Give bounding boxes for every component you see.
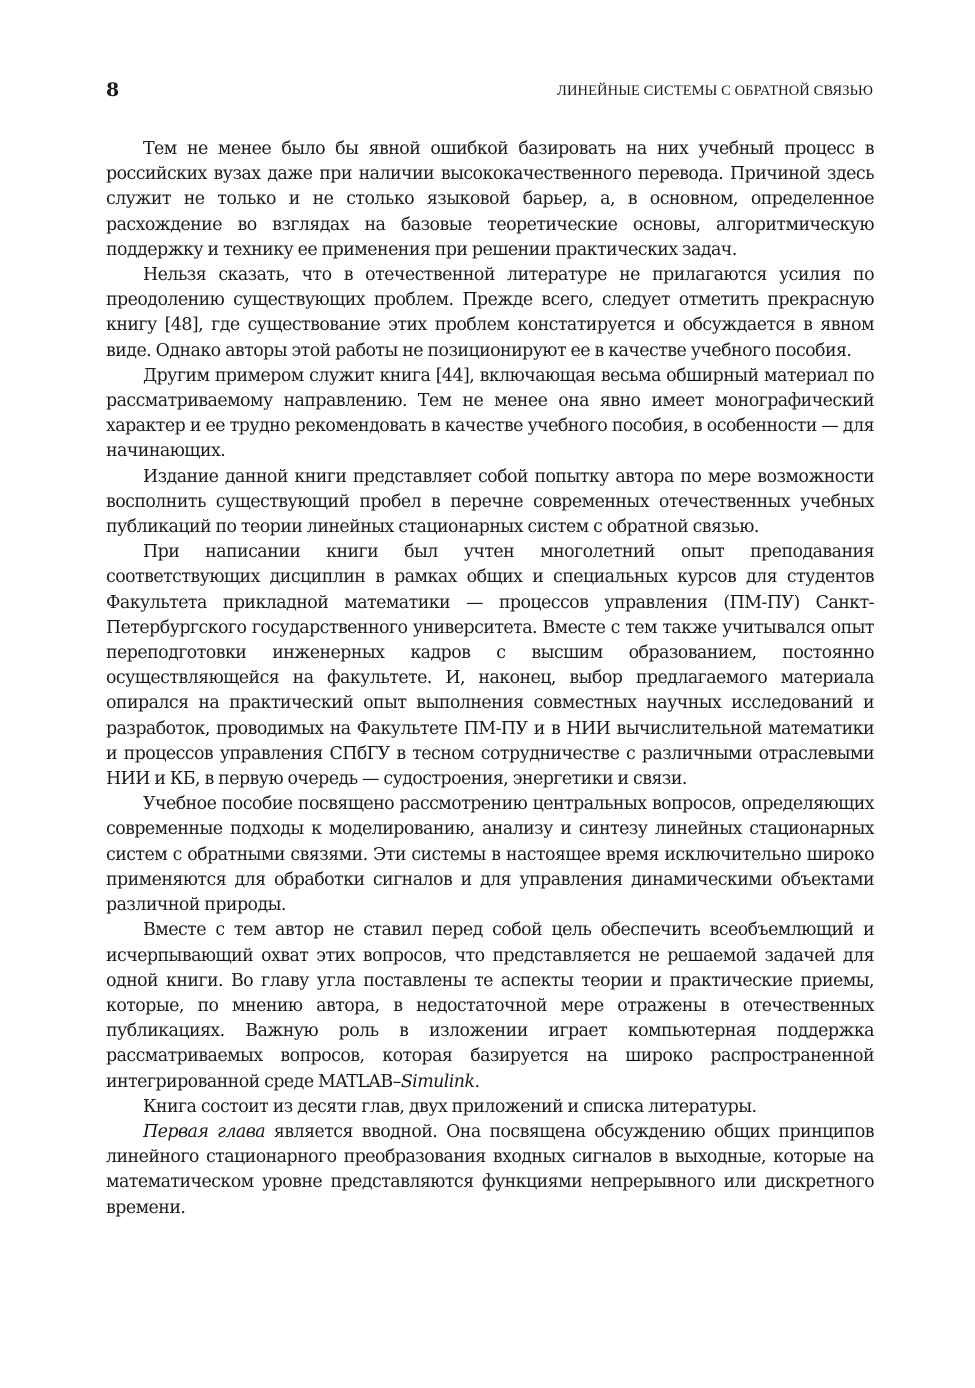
paragraph-3: Другим примером служит книга [44], включающая весьма обширный материал по рассматриваемому направлению. Тем не менее она явно имеет монографический характер и ее трудно рекомендовать в качестве учебного пособия, в особенности — для начинающих.: [106, 365, 874, 462]
paragraph-7-end: .: [474, 1071, 480, 1092]
paragraph-7-text: Вместе с тем автор не ставил перед собой цель обеспечить всеобъемлющий и исчерпывающий охват этих вопросов, что представляется не решаемой задачей для одной книги. Во главу угла поставлены те аспекты теории и практические приемы, которые, по мнению автора, в недостаточной мере отражены в отечественных публикациях. Важную роль в изложении играет компьютерная поддержка рассматриваемых вопросов, которая базируется на широко распространенной интегрированной среде MATLAB–: [106, 920, 874, 1092]
page-number: 8: [106, 79, 120, 101]
page-header: [106, 77, 873, 103]
running-title: ЛИНЕЙНЫЕ СИСТЕМЫ С ОБРАТНОЙ СВЯЗЬЮ: [557, 83, 873, 99]
paragraph-9-text: является вводной. Она посвящена обсуждению общих принципов линейного стационарного преобразования входных сигналов в выходные, которые на математическом уровне представляются функциями непрерывного или дискретного времени.: [106, 1121, 875, 1218]
paragraph-5: При написании книги был учтен многолетний опыт преподавания соответствующих дисциплин в рамках общих и специальных курсов для студентов Факультета прикладной математики — процессов управления (ПМ-ПУ) Санкт-Петербургского государственного университета. Вместе с тем также учитывался опыт переподготовки инженерных кадров с высшим образованием, постоянно осуществляющейся на факультете. И, наконец, выбор предлагаемого материала опирался на практический опыт выполнения совместных научных исследований и разработок, проводимых на Факультете ПМ-ПУ и в НИИ вычислительной математики и процессов управления СПбГУ в тесном сотрудничестве с различными отраслевыми НИИ и КБ, в первую очередь — судостроения, энергетики и связи.: [106, 542, 874, 790]
paragraph-4: Издание данной книги представляет собой попытку автора по мере возможности восполнить существующий пробел в перечне современных отечественных учебных публикаций по теории линейных стационарных систем с обратной связью.: [106, 466, 874, 538]
paragraph-6: Учебное пособие посвящено рассмотрению центральных вопросов, определяющих современные подходы к моделированию, анализу и синтезу линейных стационарных систем с обратными связями. Эти системы в настоящее время исключительно широко применяются для обработки сигналов и для управления динамическими объектами различной природы.: [106, 794, 874, 916]
paragraph-7: [106, 918, 874, 1094]
paragraph-8: Книга состоит из десяти глав, двух приложений и списка литературы.: [143, 1096, 757, 1117]
simulink-term: Simulink: [400, 1071, 475, 1092]
text-body: [106, 137, 874, 1221]
paragraph-9: [106, 1120, 874, 1221]
paragraph-2: Нельзя сказать, что в отечественной литературе не прилагаются усилия по преодолению существующих проблем. Прежде всего, следует отметить прекрасную книгу [48], где существование этих проблем констатируется и обсуждается в явном виде. Однако авторы этой работы не позиционируют ее в качестве учебного пособия.: [106, 265, 874, 361]
first-chapter-term: Первая глава: [143, 1121, 266, 1142]
paragraph-1: Тем не менее было бы явной ошибкой базировать на них учебный процесс в российских вузах даже при наличии высококачественного перевода. Причиной здесь служит не только и не столько языковой барьер, а, в основном, определенное расхождение во взглядах на базовые теоретические основы, алгоритмическую поддержку и технику ее применения при решении практических задач.: [106, 139, 874, 260]
